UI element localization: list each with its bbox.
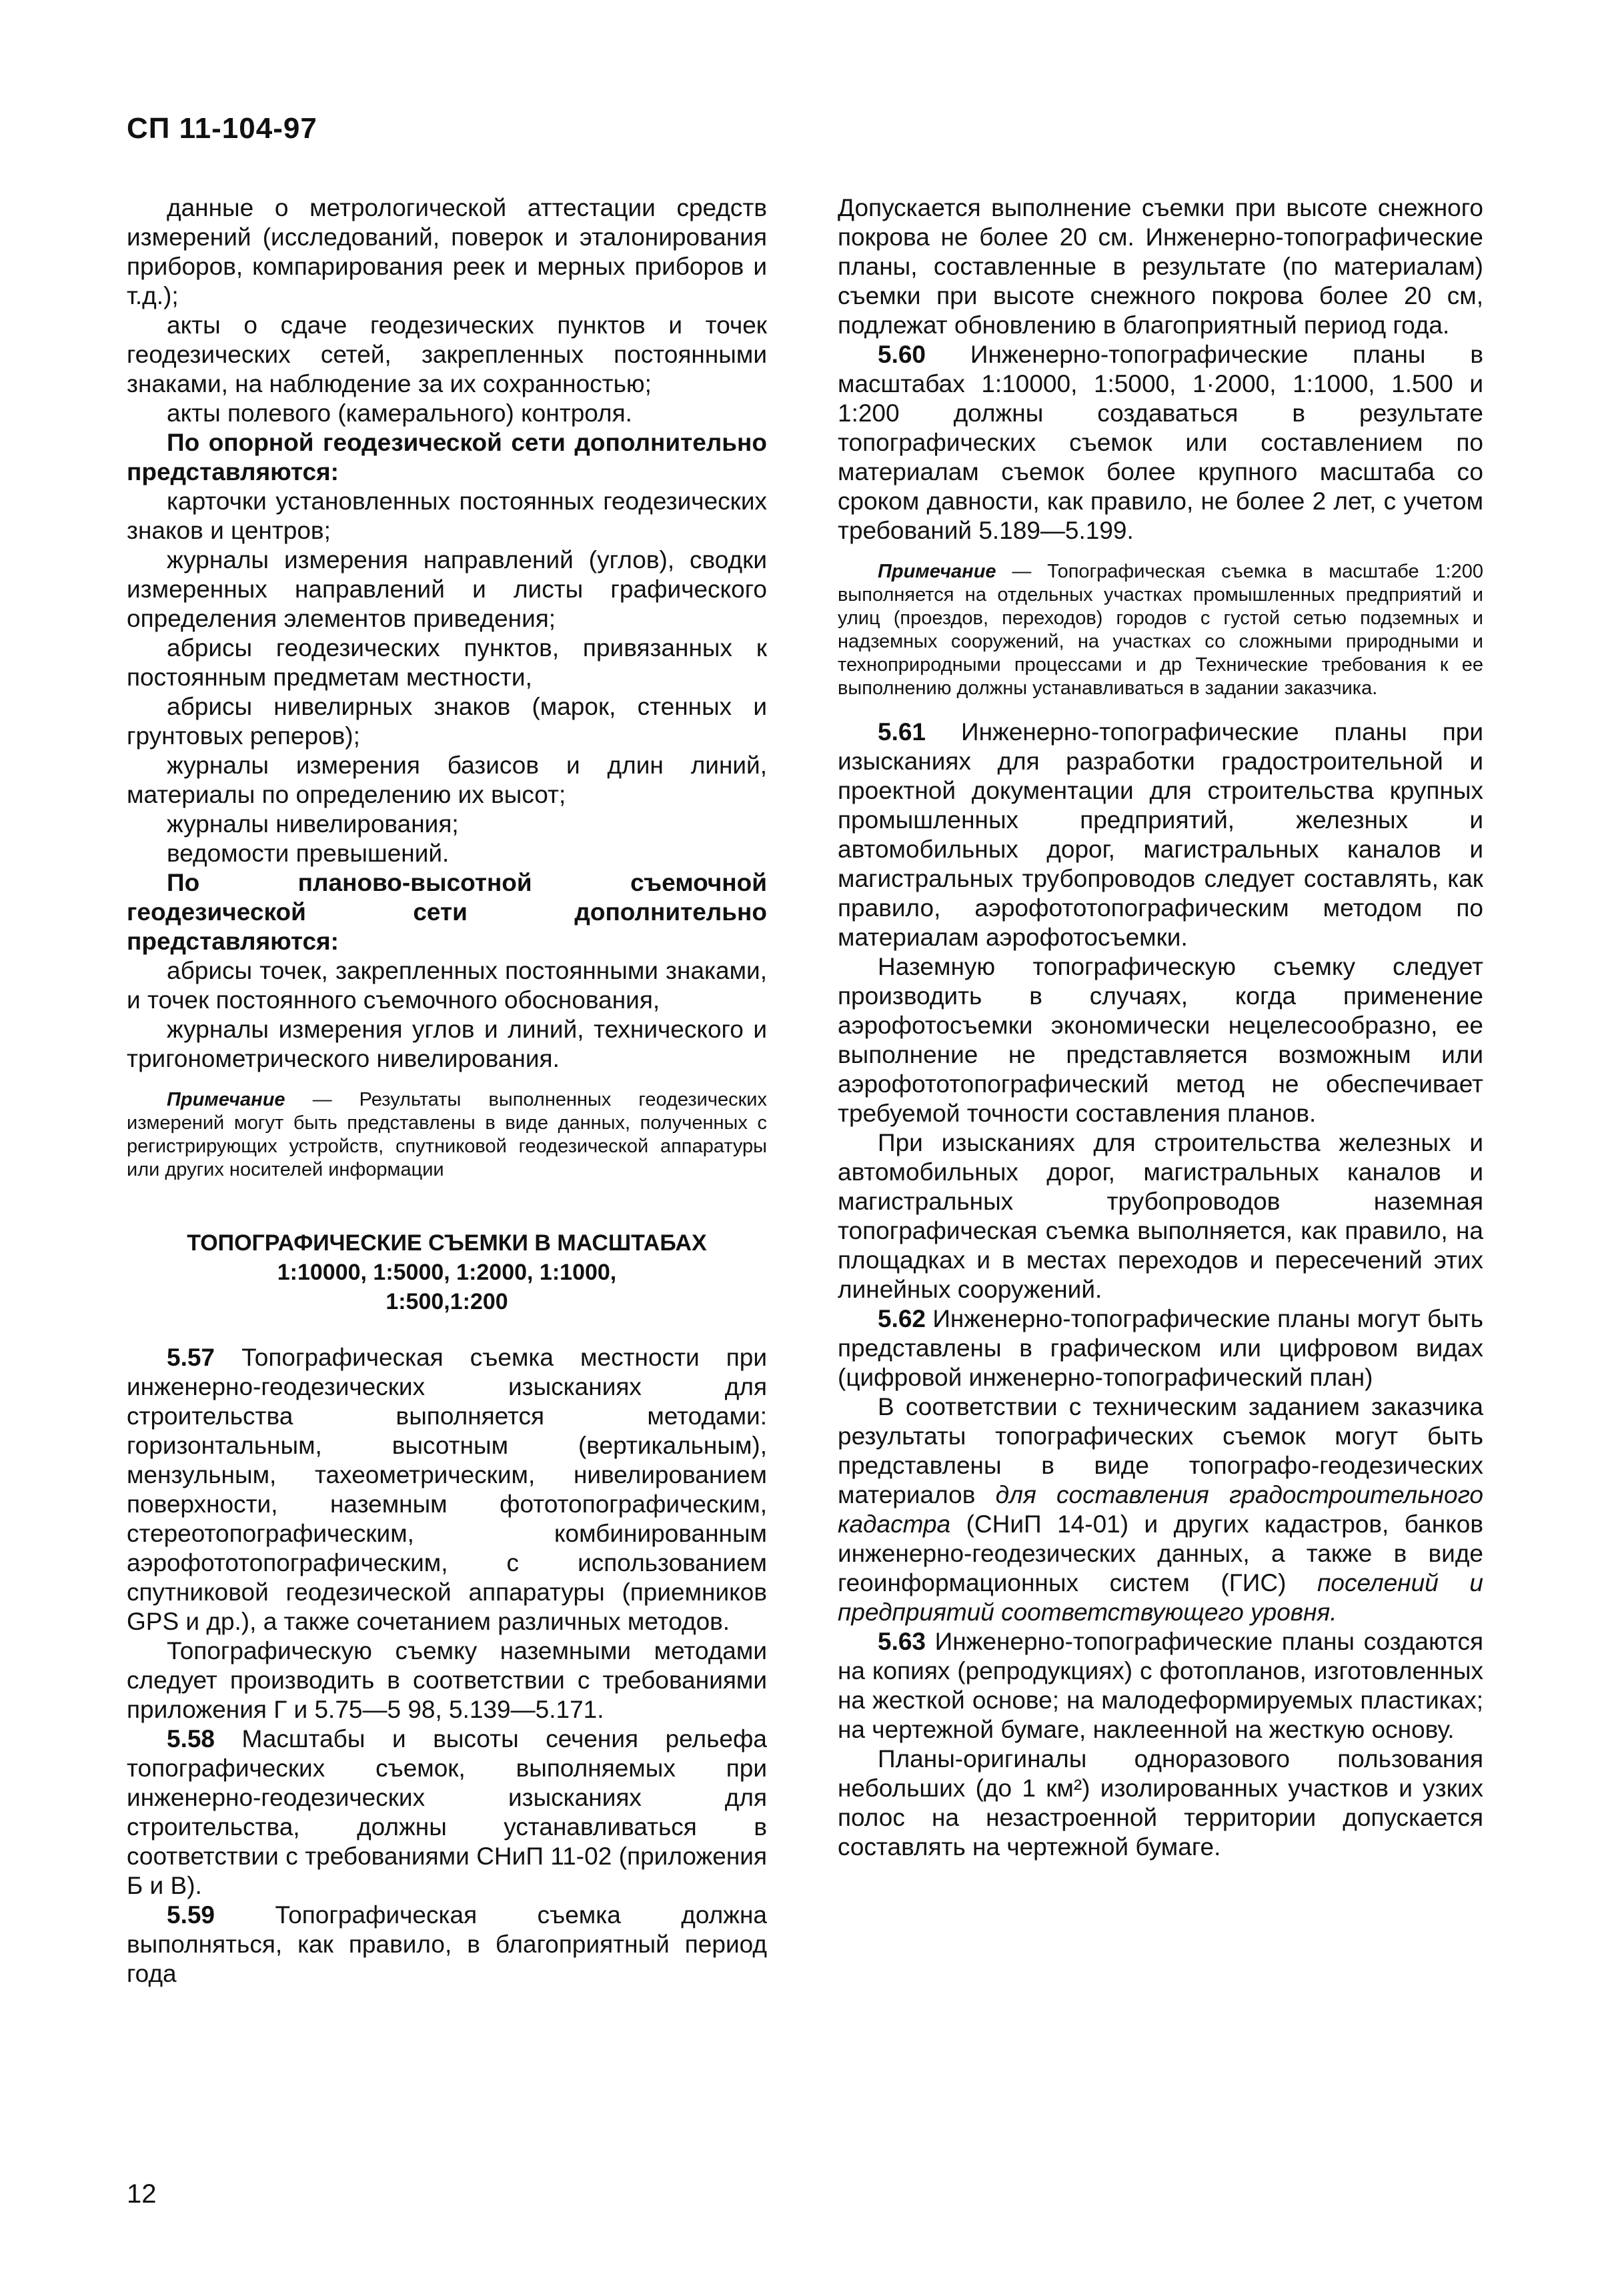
subheading: По опорной геодезической сети дополнительно представляются:	[127, 429, 767, 485]
subheading: По планово-высотной съемочной геодезической сети дополнительно представляются:	[127, 869, 767, 955]
clause-5-63	[838, 1627, 1483, 1745]
section-title-line: 1:10000, 1:5000, 1:2000, 1:1000,	[277, 1260, 617, 1285]
clause-5-58	[127, 1725, 767, 1901]
clause-number: 5.59	[167, 1901, 215, 1929]
section-title	[133, 1228, 760, 1316]
clause-5-61	[838, 718, 1483, 952]
clause-number: 5.62	[878, 1305, 926, 1332]
right-column	[838, 193, 1483, 1862]
paragraph	[838, 1392, 1483, 1627]
paragraph: абрисы точек, закрепленных постоянными знаками, и точек постоянного съемочного обоснования,	[127, 957, 767, 1014]
paragraph: Допускается выполнение съемки при высоте снежного покрова не более 20 см. Инженерно-топографические планы, составленные в результате (по материалам) съемки при высоте снежного покрова более 20 см, подлежат обновлению в благоприятный период года.	[838, 194, 1483, 339]
clause-5-59	[127, 1901, 767, 1989]
paragraph: журналы измерения базисов и длин линий, материалы по определению их высот;	[127, 752, 767, 808]
clause-5-60	[838, 340, 1483, 545]
page-number: 12	[127, 2179, 157, 2209]
clause-text: Инженерно-топографические планы в масштабах 1:10000, 1:5000, 1·2000, 1:1000, 1.500 и 1:200 должны создаваться в результате топографических съемок или составлением по материалам съемок более крупного масштаба со сроком давности, как правило, не более 2 лет, с учетом требований 5.189—5.199.	[838, 341, 1483, 544]
clause-5-62	[838, 1304, 1483, 1392]
text-run: В соответствии с техническим заданием заказчика результаты топографических съемок могут быть представлены в виде топографо-геодезических материалов	[838, 1393, 1483, 1508]
document-code: СП 11-104-97	[127, 112, 317, 145]
note-text: — Результаты выполненных геодезических измерений могут быть представлены в виде данных, полученных с регистрирующих устройств, спутниковой геодезической аппаратуры или других носителей информации	[127, 1089, 767, 1180]
paragraph: Наземную топографическую съемку следует производить в случаях, когда применение аэрофотосъемки экономически нецелесообразно, ее выполнение не представляется возможным или аэрофототопографический метод не обеспечивает требуемой точности составления планов.	[838, 953, 1483, 1127]
paragraph: данные о метрологической аттестации средств измерений (исследований, поверок и эталонирования приборов, компарирования реек и мерных приборов и т.д.);	[127, 194, 767, 309]
note-text: — Топографическая съемка в масштабе 1:200 выполняется на отдельных участках промышленных предприятий и улиц (проездов, переходов) городов с густой сетью подземных и надземных сооружений, на участках со сложными природными и техноприродными процессами и др Технические требования к ее выполнению должны устанавливаться в задании заказчика.	[838, 561, 1483, 699]
paragraph: акты о сдаче геодезических пунктов и точек геодезических сетей, закрепленных постоянными знаками, на наблюдение за их сохранностью;	[127, 311, 767, 397]
paragraph: карточки установленных постоянных геодезических знаков и центров;	[127, 487, 767, 544]
note-label: Примечание	[878, 561, 996, 582]
paragraph: журналы измерения углов и линий, технического и тригонометрического нивелирования.	[127, 1016, 767, 1072]
clause-text: Инженерно-топографические планы создаются на копиях (репродукциях) с фотопланов, изготовленных на жесткой основе; на малодеформируемых пластиках; на чертежной бумаге, наклеенной на жесткую основу.	[838, 1628, 1483, 1743]
clause-number: 5.60	[878, 341, 926, 368]
note	[838, 560, 1483, 700]
clause-text: Топографическая съемка должна выполняться, как правило, в благоприятный период года	[127, 1901, 767, 1987]
paragraph: абрисы геодезических пунктов, привязанных к постоянным предметам местности,	[127, 634, 767, 691]
paragraph: журналы измерения направлений (углов), сводки измеренных направлений и листы графического определения элементов приведения;	[127, 546, 767, 632]
text-run: (СНиП 14-01) и других кадастров, банков инженерно-геодезических данных, а также в виде геоинформационных систем (ГИС)	[838, 1510, 1483, 1596]
paragraph: журналы нивелирования;	[167, 810, 459, 838]
clause-text: Топографическая съемка местности при инженерно-геодезических изысканиях для строительства выполняется методами: горизонтальным, высотным (вертикальным), мензульным, тахеометрическим, нивелированием поверхности, наземным фототопографическим, стереотопографическим, комбинированным аэрофототопографическим, с использованием спутниковой геодезической аппаратуры (приемников GPS и др.), а также сочетанием различных методов.	[127, 1344, 767, 1635]
italic-run: для составления градостроительного кадастра	[838, 1481, 1483, 1538]
clause-text: Масштабы и высоты сечения рельефа топографических съемок, выполняемых при инженерно-геодезических изысканиях для строительства, должны устанавливаться в соответствии с требованиями СНиП 11-02 (приложения Б и В).	[127, 1725, 767, 1899]
section-title-line: ТОПОГРАФИЧЕСКИЕ СЪЕМКИ В МАСШТАБАХ	[187, 1230, 707, 1256]
note-label: Примечание	[167, 1089, 285, 1110]
clause-text: Инженерно-топографические планы могут быть представлены в графическом или цифровом видах (цифровой инженерно-топографический план)	[838, 1305, 1483, 1391]
clause-number: 5.63	[878, 1628, 926, 1655]
left-column	[127, 193, 767, 1989]
italic-run: поселений и предприятий соответствующего уровня.	[838, 1569, 1483, 1626]
note	[127, 1088, 767, 1182]
clause-number: 5.58	[167, 1725, 215, 1753]
paragraph: ведомости превышений.	[167, 840, 450, 867]
paragraph: Планы-оригиналы одноразового пользования небольших (до 1 км²) изолированных участков и узких полос на незастроенной территории допускается составлять на чертежной бумаге.	[838, 1745, 1483, 1861]
paragraph: акты полевого (камерального) контроля.	[167, 399, 632, 427]
clause-number: 5.57	[167, 1344, 215, 1371]
clause-number: 5.61	[878, 718, 926, 746]
paragraph: абрисы нивелирных знаков (марок, стенных и грунтовых реперов);	[127, 693, 767, 750]
paragraph: Топографическую съемку наземными методами следует производить в соответствии с требованиями приложения Г и 5.75—5 98, 5.139—5.171.	[127, 1637, 767, 1723]
paragraph: При изысканиях для строительства железных и автомобильных дорог, магистральных каналов и магистральных трубопроводов наземная топографическая съемка выполняется, как правило, на площадках и в местах переходов и пересечений этих линейных сооружений.	[838, 1129, 1483, 1303]
section-title-line: 1:500,1:200	[385, 1289, 508, 1314]
clause-text: Инженерно-топографические планы при изысканиях для разработки градостроительной и проектной документации для строительства крупных промышленных предприятий, железных и автомобильных дорог, магистральных каналов и магистральных трубопроводов следует составлять, как правило, аэрофототопографическим методом по материалам аэрофотосъемки.	[838, 718, 1483, 951]
clause-5-57	[127, 1343, 767, 1636]
